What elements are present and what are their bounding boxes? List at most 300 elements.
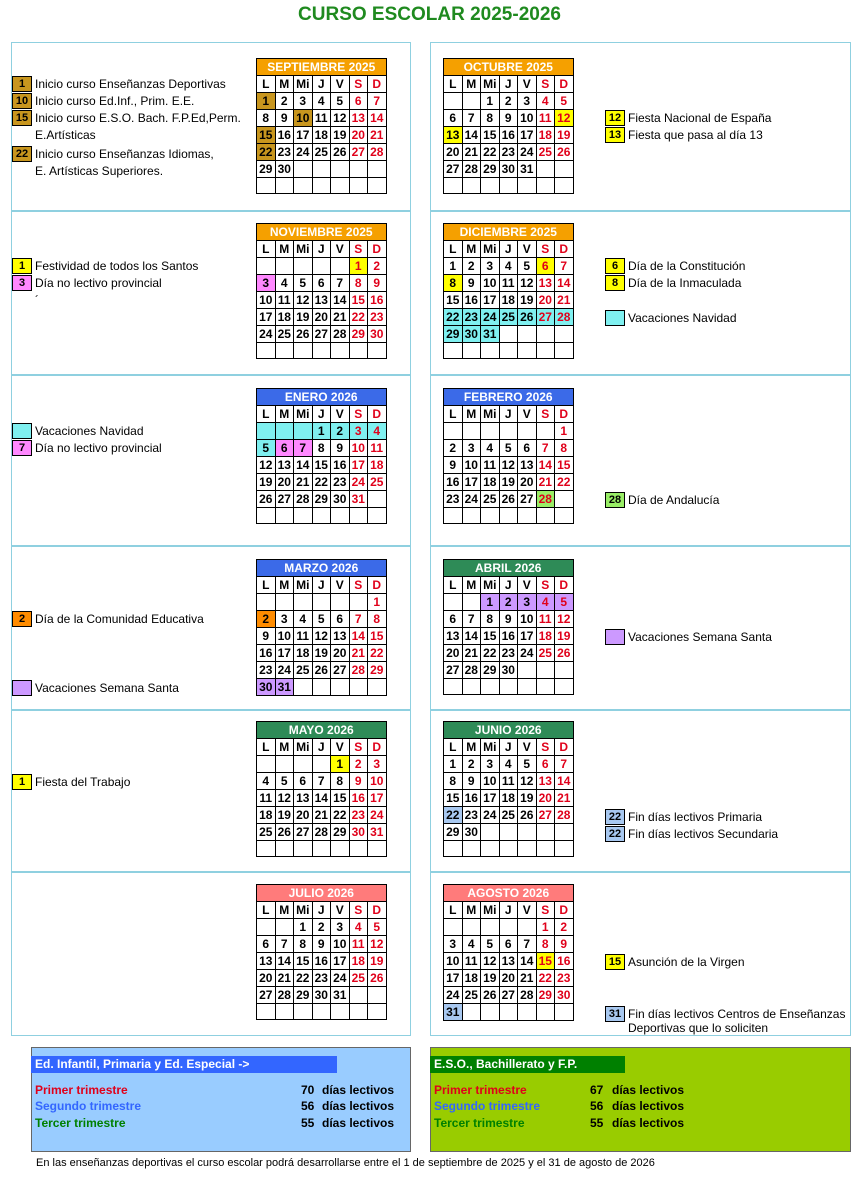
day-cell: 10 [294,110,313,127]
weekday-label: V [331,76,350,93]
day-cell: 17 [257,309,276,326]
day-cell: 18 [462,970,481,987]
empty-cell [481,679,500,695]
day-cell: 3 [257,275,276,292]
weekday-label: S [349,902,368,919]
day-cell: 9 [349,773,368,790]
weekday-label: V [331,577,350,594]
day-cell: 2 [499,93,518,110]
legend-text: Día de la Comunidad Educativa [35,612,204,626]
weekday-label: D [368,739,387,756]
day-cell: 6 [536,258,555,275]
day-cell: 3 [518,594,537,611]
legend-item [605,110,771,126]
day-cell: 22 [481,645,500,662]
day-cell: 10 [331,936,350,953]
empty-cell [257,756,276,773]
legend-swatch: 15 [12,110,32,126]
month-calendar [443,388,574,524]
day-cell: 24 [275,662,294,679]
day-cell: 28 [312,824,331,841]
day-cell: 13 [349,110,368,127]
weekday-label: D [555,739,574,756]
day-cell: 2 [555,919,574,936]
weekday-label: D [555,406,574,423]
day-cell: 29 [368,662,387,679]
legend-text: Día de la Inmaculada [628,276,742,290]
empty-cell [536,178,555,194]
empty-cell [499,919,518,936]
empty-cell [462,93,481,110]
empty-cell [312,258,331,275]
day-cell: 23 [349,807,368,824]
legend-swatch [605,1020,625,1036]
day-cell: 23 [462,807,481,824]
day-cell: 23 [257,662,276,679]
month-title: JULIO 2026 [257,885,387,902]
day-cell: 21 [555,790,574,807]
empty-cell [331,679,350,696]
empty-cell [312,178,331,194]
day-cell: 17 [462,474,481,491]
weekday-label: Mi [294,76,313,93]
empty-cell [499,824,518,841]
day-cell: 17 [444,970,463,987]
weekday-label: M [275,577,294,594]
summary-right-value-3: 55 [590,1116,604,1130]
day-cell: 12 [555,611,574,628]
empty-cell [444,594,463,611]
empty-cell [275,508,294,524]
weekday-label: Mi [294,739,313,756]
day-cell: 4 [349,919,368,936]
legend-item [12,774,130,790]
day-cell: 9 [462,773,481,790]
day-cell: 18 [312,127,331,144]
day-cell: 25 [368,474,387,491]
day-cell: 19 [555,628,574,645]
day-cell: 4 [536,93,555,110]
day-cell: 8 [368,611,387,628]
day-cell: 4 [275,275,294,292]
legend-swatch: 2 [12,611,32,627]
day-cell: 17 [368,790,387,807]
day-cell: 23 [555,970,574,987]
day-cell: 26 [518,807,537,824]
day-cell: 16 [368,292,387,309]
day-cell: 23 [499,144,518,161]
summary-right-unit-2: días lectivos [612,1099,685,1113]
weekday-label: D [368,577,387,594]
day-cell: 10 [368,773,387,790]
empty-cell [499,679,518,695]
day-cell: 29 [257,161,276,178]
weekday-label: D [555,76,574,93]
day-cell: 28 [294,491,313,508]
day-cell: 29 [312,491,331,508]
legend-item [605,809,762,825]
empty-cell [555,824,574,841]
weekday-label: L [444,406,463,423]
day-cell: 19 [275,807,294,824]
empty-cell [349,987,368,1004]
day-cell: 28 [536,491,555,508]
day-cell: 16 [312,953,331,970]
empty-cell [331,178,350,194]
day-cell: 30 [275,161,294,178]
day-cell: 26 [257,491,276,508]
day-cell: 20 [257,970,276,987]
day-cell: 30 [462,824,481,841]
empty-cell [331,258,350,275]
weekday-label: D [368,241,387,258]
day-cell: 4 [257,773,276,790]
day-cell: 10 [444,953,463,970]
legend-item [605,258,745,274]
weekday-label: Mi [481,406,500,423]
day-cell: 2 [312,919,331,936]
day-cell: 3 [275,611,294,628]
day-cell: 16 [499,628,518,645]
day-cell: 30 [312,987,331,1004]
day-cell: 9 [444,457,463,474]
day-cell: 14 [294,457,313,474]
day-cell: 21 [462,645,481,662]
day-cell: 17 [518,628,537,645]
day-cell: 21 [349,645,368,662]
day-cell: 26 [331,144,350,161]
day-cell: 8 [481,611,500,628]
weekday-label: V [518,241,537,258]
day-cell: 1 [444,756,463,773]
day-cell: 21 [462,144,481,161]
day-cell: 21 [536,474,555,491]
day-cell: 20 [275,474,294,491]
weekday-label: V [331,241,350,258]
empty-cell [536,423,555,440]
day-cell: 26 [368,970,387,987]
day-cell: 27 [275,491,294,508]
empty-cell [331,1004,350,1020]
legend-text: Deportivas que lo soliciten [628,1021,769,1035]
day-cell: 6 [331,611,350,628]
day-cell: 4 [499,258,518,275]
weekday-label: L [257,577,276,594]
day-cell: 1 [555,423,574,440]
weekday-label: J [312,577,331,594]
empty-cell [349,178,368,194]
day-cell: 12 [331,110,350,127]
empty-cell [462,508,481,524]
day-cell: 12 [275,790,294,807]
legend-swatch: 7 [12,440,32,456]
weekday-label: M [462,406,481,423]
empty-cell [444,841,463,857]
legend-text: Inicio curso E.S.O. Bach. F.P.Ed,Perm. [35,111,241,125]
day-cell: 2 [331,423,350,440]
empty-cell [536,1004,555,1021]
empty-cell [555,178,574,194]
summary-left-value-1: 70 [301,1083,315,1097]
day-cell: 18 [499,790,518,807]
day-cell: 19 [518,790,537,807]
day-cell: 19 [518,292,537,309]
weekday-label: S [536,76,555,93]
empty-cell [294,178,313,194]
day-cell: 12 [368,936,387,953]
legend-text: Día de Andalucía [628,493,720,507]
day-cell: 27 [312,326,331,343]
empty-cell [257,178,276,194]
day-cell: 18 [536,628,555,645]
day-cell: 4 [481,440,500,457]
empty-cell [275,423,294,440]
empty-cell [462,841,481,857]
day-cell: 13 [444,127,463,144]
empty-cell [312,508,331,524]
day-cell: 13 [518,457,537,474]
day-cell: 14 [331,292,350,309]
summary-right-unit-3: días lectivos [612,1116,685,1130]
day-cell: 5 [257,440,276,457]
legend-text: Vacaciones Semana Santa [628,630,772,644]
empty-cell [481,919,500,936]
day-cell: 2 [368,258,387,275]
day-cell: 28 [349,662,368,679]
day-cell: 14 [555,275,574,292]
legend-swatch: 22 [605,826,625,842]
day-cell: 9 [312,936,331,953]
day-cell: 23 [462,309,481,326]
day-cell: 24 [481,309,500,326]
day-cell: 20 [499,970,518,987]
day-cell: 15 [257,127,276,144]
day-cell: 5 [275,773,294,790]
legend-swatch [12,127,32,143]
day-cell: 9 [275,110,294,127]
empty-cell [368,508,387,524]
day-cell: 11 [257,790,276,807]
day-cell: 13 [312,292,331,309]
day-cell: 11 [312,110,331,127]
weekday-label: J [499,241,518,258]
day-cell: 1 [536,919,555,936]
day-cell: 26 [499,491,518,508]
day-cell: 30 [462,326,481,343]
day-cell: 28 [555,807,574,824]
day-cell: 19 [555,127,574,144]
empty-cell [312,841,331,857]
empty-cell [257,423,276,440]
day-cell: 13 [444,628,463,645]
day-cell: 5 [312,611,331,628]
day-cell: 6 [444,110,463,127]
day-cell: 29 [349,326,368,343]
empty-cell [555,1004,574,1021]
day-cell: 2 [462,258,481,275]
empty-cell [518,326,537,343]
summary-left-unit-2: días lectivos [322,1099,395,1113]
empty-cell [294,423,313,440]
summary-left-header: Ed. Infantil, Primaria y Ed. Especial -> [31,1056,337,1073]
summary-left-label-3: Tercer trimestre [35,1116,126,1130]
weekday-label: L [444,739,463,756]
weekday-label: D [368,76,387,93]
day-cell: 14 [462,127,481,144]
day-cell: 5 [331,93,350,110]
weekday-label: D [555,241,574,258]
day-cell: 1 [331,756,350,773]
day-cell: 12 [499,457,518,474]
day-cell: 29 [481,161,500,178]
month-calendar [256,721,387,857]
day-cell: 22 [368,645,387,662]
day-cell: 26 [481,987,500,1004]
weekday-label: Mi [481,902,500,919]
day-cell: 15 [331,790,350,807]
day-cell: 28 [331,326,350,343]
empty-cell [518,178,537,194]
weekday-label: V [518,406,537,423]
day-cell: 12 [312,628,331,645]
weekday-label: Mi [294,406,313,423]
empty-cell [499,1004,518,1021]
day-cell: 26 [294,326,313,343]
day-cell: 27 [257,987,276,1004]
empty-cell [481,1004,500,1021]
day-cell: 7 [555,756,574,773]
weekday-label: V [331,902,350,919]
empty-cell [349,508,368,524]
empty-cell [481,508,500,524]
day-cell: 9 [499,611,518,628]
empty-cell [331,508,350,524]
day-cell: 25 [536,144,555,161]
empty-cell [294,679,313,696]
day-cell: 3 [331,919,350,936]
day-cell: 8 [331,773,350,790]
legend-swatch: 28 [605,492,625,508]
summary-left-value-2: 56 [301,1099,315,1113]
empty-cell [331,161,350,178]
weekday-label: J [312,76,331,93]
summary-right-label-2: Segundo trimestre [434,1099,541,1113]
day-cell: 16 [444,474,463,491]
day-cell: 26 [312,662,331,679]
day-cell: 8 [481,110,500,127]
day-cell: 27 [444,161,463,178]
legend-item [12,440,162,456]
day-cell: 27 [536,807,555,824]
day-cell: 9 [462,275,481,292]
day-cell: 9 [499,110,518,127]
day-cell: 29 [481,662,500,679]
empty-cell [294,756,313,773]
day-cell: 2 [257,611,276,628]
day-cell: 22 [294,970,313,987]
day-cell: 21 [275,970,294,987]
day-cell: 8 [444,773,463,790]
empty-cell [481,841,500,857]
weekday-label: S [349,577,368,594]
day-cell: 9 [257,628,276,645]
day-cell: 15 [536,953,555,970]
day-cell: 13 [536,275,555,292]
day-cell: 18 [294,645,313,662]
weekday-label: J [499,902,518,919]
empty-cell [444,423,463,440]
empty-cell [481,343,500,359]
weekday-label: M [462,902,481,919]
day-cell: 2 [349,756,368,773]
empty-cell [294,1004,313,1020]
weekday-label: S [536,739,555,756]
day-cell: 17 [481,292,500,309]
day-cell: 21 [368,127,387,144]
empty-cell [462,178,481,194]
day-cell: 3 [444,936,463,953]
day-cell: 25 [294,662,313,679]
empty-cell [518,679,537,695]
day-cell: 24 [518,144,537,161]
weekday-label: S [536,577,555,594]
weekday-label: S [536,241,555,258]
day-cell: 8 [257,110,276,127]
day-cell: 7 [349,611,368,628]
legend-item [605,954,745,970]
summary-left-unit-1: días lectivos [322,1083,395,1097]
day-cell: 20 [349,127,368,144]
weekday-label: J [312,902,331,919]
day-cell: 7 [536,440,555,457]
day-cell: 11 [462,953,481,970]
empty-cell [518,1004,537,1021]
day-cell: 28 [462,662,481,679]
month-title: ABRIL 2026 [444,560,574,577]
weekday-label: Mi [481,577,500,594]
legend-swatch: 31 [605,1006,625,1022]
legend-text: Inicio curso Enseñanzas Idiomas, [35,147,214,161]
day-cell: 18 [275,309,294,326]
month-title: DICIEMBRE 2025 [444,224,574,241]
empty-cell [331,594,350,611]
legend-text: E.Artísticas [35,128,96,142]
day-cell: 10 [257,292,276,309]
day-cell: 12 [518,773,537,790]
day-cell: 19 [368,953,387,970]
day-cell: 14 [312,790,331,807]
day-cell: 20 [536,292,555,309]
day-cell: 22 [481,144,500,161]
day-cell: 4 [368,423,387,440]
empty-cell [499,841,518,857]
day-cell: 4 [536,594,555,611]
legend-item [12,163,163,179]
empty-cell [368,491,387,508]
legend-swatch: 1 [12,774,32,790]
day-cell: 13 [257,953,276,970]
day-cell: 4 [294,611,313,628]
empty-cell [349,161,368,178]
day-cell: 24 [257,326,276,343]
day-cell: 13 [294,790,313,807]
legend-item [12,611,204,627]
day-cell: 16 [499,127,518,144]
day-cell: 24 [444,987,463,1004]
empty-cell [518,343,537,359]
legend-text: Día no lectivo provincial [35,441,162,455]
day-cell: 7 [312,773,331,790]
